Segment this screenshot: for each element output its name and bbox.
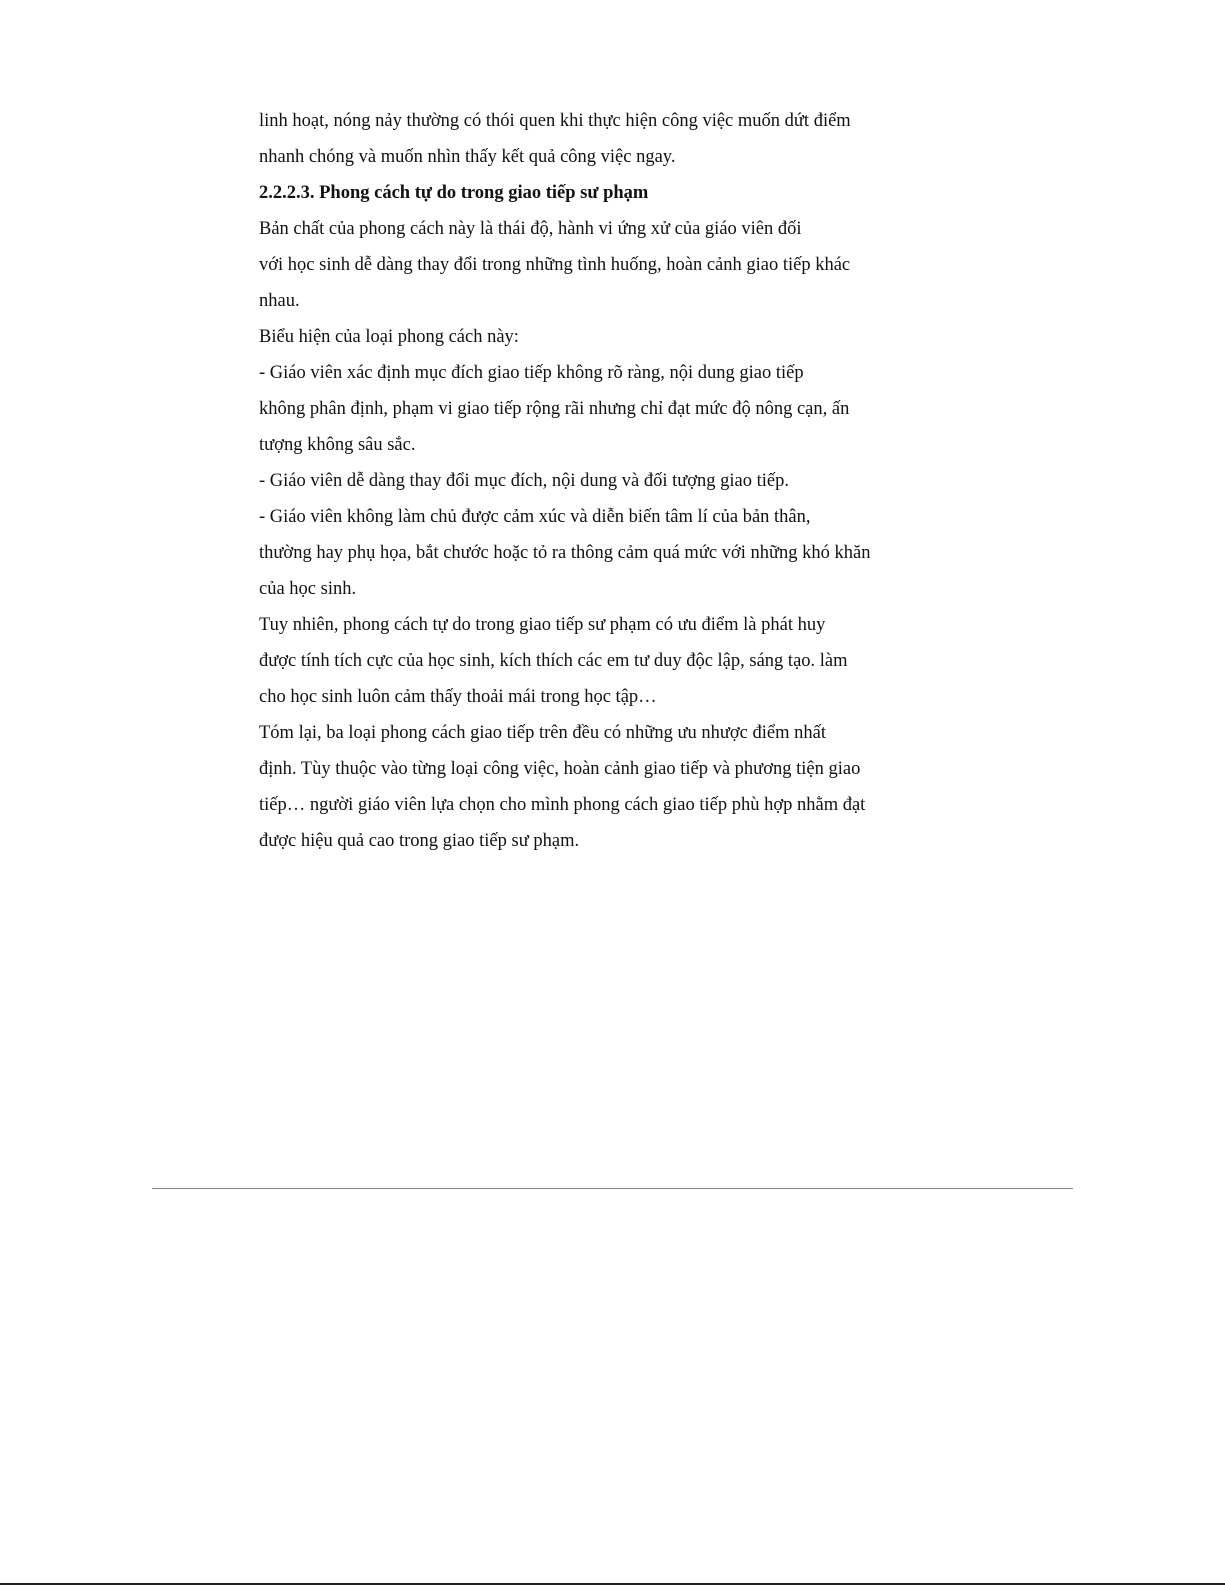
list-item-line: tượng không sâu sắc.	[259, 435, 416, 455]
paragraph-line: nhanh chóng và muốn nhìn thấy kết quả công việc ngay.	[259, 147, 676, 167]
paragraph-line: Bản chất của phong cách này là thái độ, hành vi ứng xử của giáo viên đối	[259, 219, 802, 239]
section-heading: 2.2.2.3. Phong cách tự do trong giao tiếp sư phạm	[259, 183, 649, 203]
list-item-line: - Giáo viên không làm chủ được cảm xúc và diễn biến tâm lí của bản thân,	[259, 507, 811, 527]
list-item-line: của học sinh.	[259, 579, 357, 599]
paragraph-line: tiếp… người giáo viên lựa chọn cho mình phong cách giao tiếp phù hợp nhằm đạt	[259, 795, 866, 815]
list-item-line: - Giáo viên xác định mục đích giao tiếp không rõ ràng, nội dung giao tiếp	[259, 363, 804, 383]
paragraph-line: định. Tùy thuộc vào từng loại công việc, hoàn cảnh giao tiếp và phương tiện giao	[259, 759, 861, 779]
paragraph-line: Tóm lại, ba loại phong cách giao tiếp trên đều có những ưu nhược điểm nhất	[259, 723, 826, 743]
list-item-line: thường hay phụ họa, bắt chước hoặc tỏ ra thông cảm quá mức với những khó khăn	[259, 543, 871, 563]
paragraph-line: được hiệu quả cao trong giao tiếp sư phạm.	[259, 831, 580, 851]
document-body	[259, 103, 939, 859]
paragraph-line: Biểu hiện của loại phong cách này:	[259, 327, 519, 347]
paragraph-line: linh hoạt, nóng nảy thường có thói quen khi thực hiện công việc muốn dứt điểm	[259, 111, 851, 131]
footer-divider	[152, 1188, 1073, 1189]
list-item-line: không phân định, phạm vi giao tiếp rộng rãi nhưng chỉ đạt mức độ nông cạn, ấn	[259, 399, 850, 419]
list-item-line: - Giáo viên dễ dàng thay đổi mục đích, nội dung và đối tượng giao tiếp.	[259, 471, 789, 491]
paragraph-line: Tuy nhiên, phong cách tự do trong giao tiếp sư phạm có ưu điểm là phát huy	[259, 615, 826, 635]
paragraph-line: cho học sinh luôn cảm thấy thoải mái trong học tập…	[259, 687, 657, 707]
paragraph-line: nhau.	[259, 291, 300, 311]
paragraph-line: với học sinh dễ dàng thay đổi trong những tình huống, hoàn cảnh giao tiếp khác	[259, 255, 851, 275]
paragraph-line: được tính tích cực của học sinh, kích thích các em tư duy độc lập, sáng tạo. làm	[259, 651, 848, 671]
